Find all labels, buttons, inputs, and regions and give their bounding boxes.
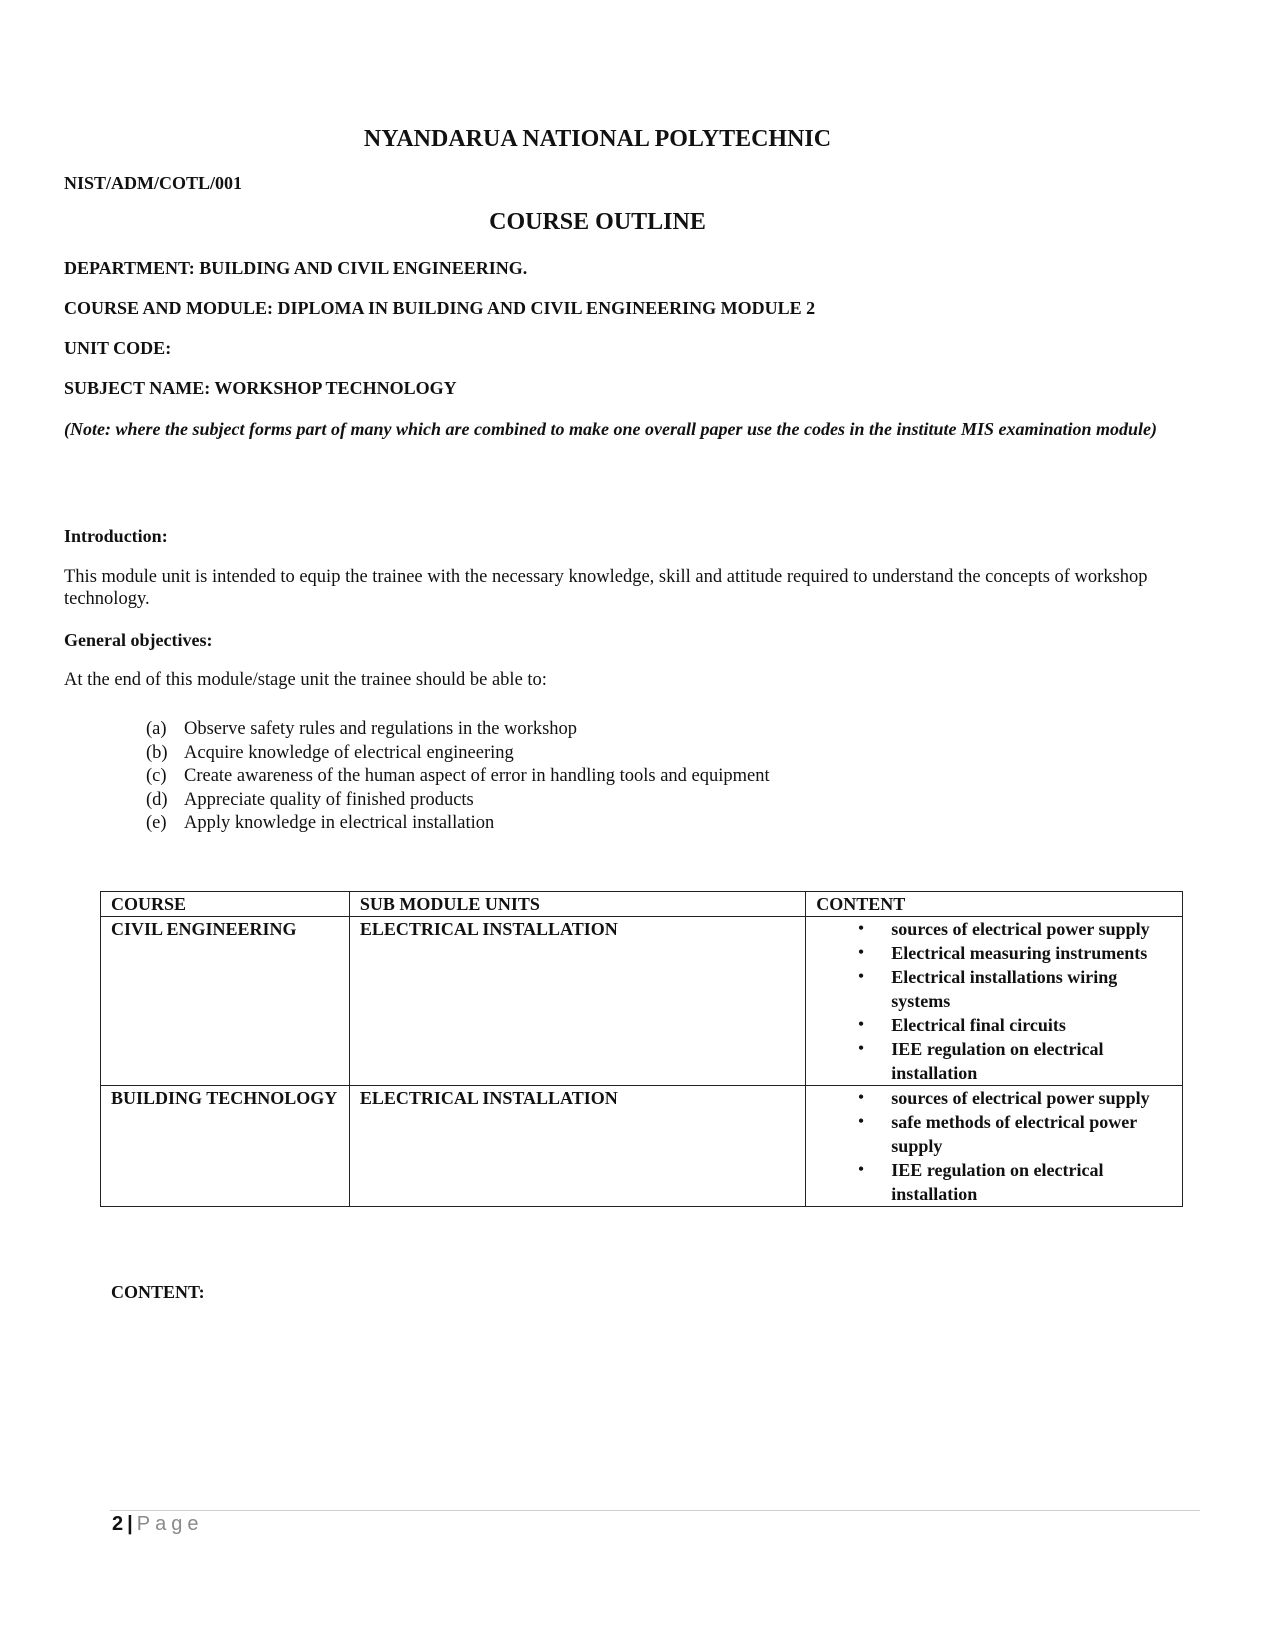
bullet-icon: • <box>858 968 864 985</box>
bullet-icon: • <box>858 920 864 937</box>
course-module-line: COURSE AND MODULE: DIPLOMA IN BUILDING AND CIVIL ENGINEERING MODULE 2 <box>64 298 816 318</box>
objective-item: (e) Apply knowledge in electrical installation <box>146 813 495 833</box>
institution-title: NYANDARUA NATIONAL POLYTECHNIC <box>363 126 832 152</box>
document-code: NIST/ADM/COTL/001 <box>64 173 243 193</box>
objectives-lead: At the end of this module/stage unit the trainee should be able to: <box>64 670 547 690</box>
list-item: • safe methods of electrical power supply <box>858 1112 1137 1156</box>
list-item: • IEE regulation on electrical installation <box>858 1160 1104 1204</box>
unit-code-line: UNIT CODE: <box>64 338 172 358</box>
bullet-icon: • <box>858 1113 864 1130</box>
list-item: • sources of electrical power supply <box>858 919 1150 939</box>
unit-cell: ELECTRICAL INSTALLATION <box>349 917 805 1086</box>
objective-item: (c) Create awareness of the human aspect of error in handling tools and equipment <box>146 766 770 786</box>
objectives-heading: General objectives: <box>64 630 213 650</box>
footer-separator: | <box>127 1513 133 1535</box>
table-row <box>101 917 1183 1086</box>
header-sub-module-units: SUB MODULE UNITS <box>349 892 805 917</box>
objective-item: (d) Appreciate quality of finished products <box>146 789 474 810</box>
bullet-icon: • <box>858 944 864 961</box>
introduction-text: This module unit is intended to equip the trainee with the necessary knowledge, skill and attitude required to understand the concepts of workshop technology. <box>64 567 1148 609</box>
course-outline-table <box>100 891 1183 1207</box>
footer-divider <box>110 1510 1200 1511</box>
list-item: • IEE regulation on electrical installation <box>858 1039 1104 1083</box>
list-item: • Electrical final circuits <box>858 1015 1066 1035</box>
course-cell: BUILDING TECHNOLOGY <box>101 1086 350 1207</box>
bullet-icon: • <box>858 1040 864 1057</box>
bullet-icon: • <box>858 1161 864 1178</box>
department-line: DEPARTMENT: BUILDING AND CIVIL ENGINEERING. <box>64 258 528 278</box>
unit-cell: ELECTRICAL INSTALLATION <box>349 1086 805 1207</box>
table-row <box>101 1086 1183 1207</box>
mis-note: (Note: where the subject forms part of many which are combined to make one overall paper use the codes in the institute MIS examination module) <box>64 419 1158 439</box>
page-title: COURSE OUTLINE <box>489 209 706 235</box>
list-item: • sources of electrical power supply <box>858 1088 1150 1108</box>
content-cell <box>806 917 1183 1086</box>
page-label: Page <box>136 1513 204 1535</box>
objective-item: (b) Acquire knowledge of electrical engineering <box>146 742 514 763</box>
content-list <box>816 1086 1172 1206</box>
page-number: 2 <box>112 1513 124 1535</box>
content-cell <box>806 1086 1183 1207</box>
subject-name-line: SUBJECT NAME: WORKSHOP TECHNOLOGY <box>64 378 457 398</box>
objectives-list <box>146 718 770 836</box>
list-item: • Electrical measuring instruments <box>858 943 1148 963</box>
table-header-row <box>101 892 1183 917</box>
introduction-heading: Introduction: <box>64 526 168 546</box>
content-list <box>816 917 1172 1085</box>
header-course: COURSE <box>101 892 350 917</box>
page-footer <box>112 1513 203 1536</box>
bullet-icon: • <box>858 1016 864 1033</box>
content-heading: CONTENT: <box>111 1282 205 1302</box>
list-item: • Electrical installations wiring systems <box>858 967 1118 1011</box>
header-content: CONTENT <box>806 892 1183 917</box>
course-cell: CIVIL ENGINEERING <box>101 917 350 1086</box>
objective-item: (a) Observe safety rules and regulations in the workshop <box>146 719 578 739</box>
bullet-icon: • <box>858 1089 864 1106</box>
